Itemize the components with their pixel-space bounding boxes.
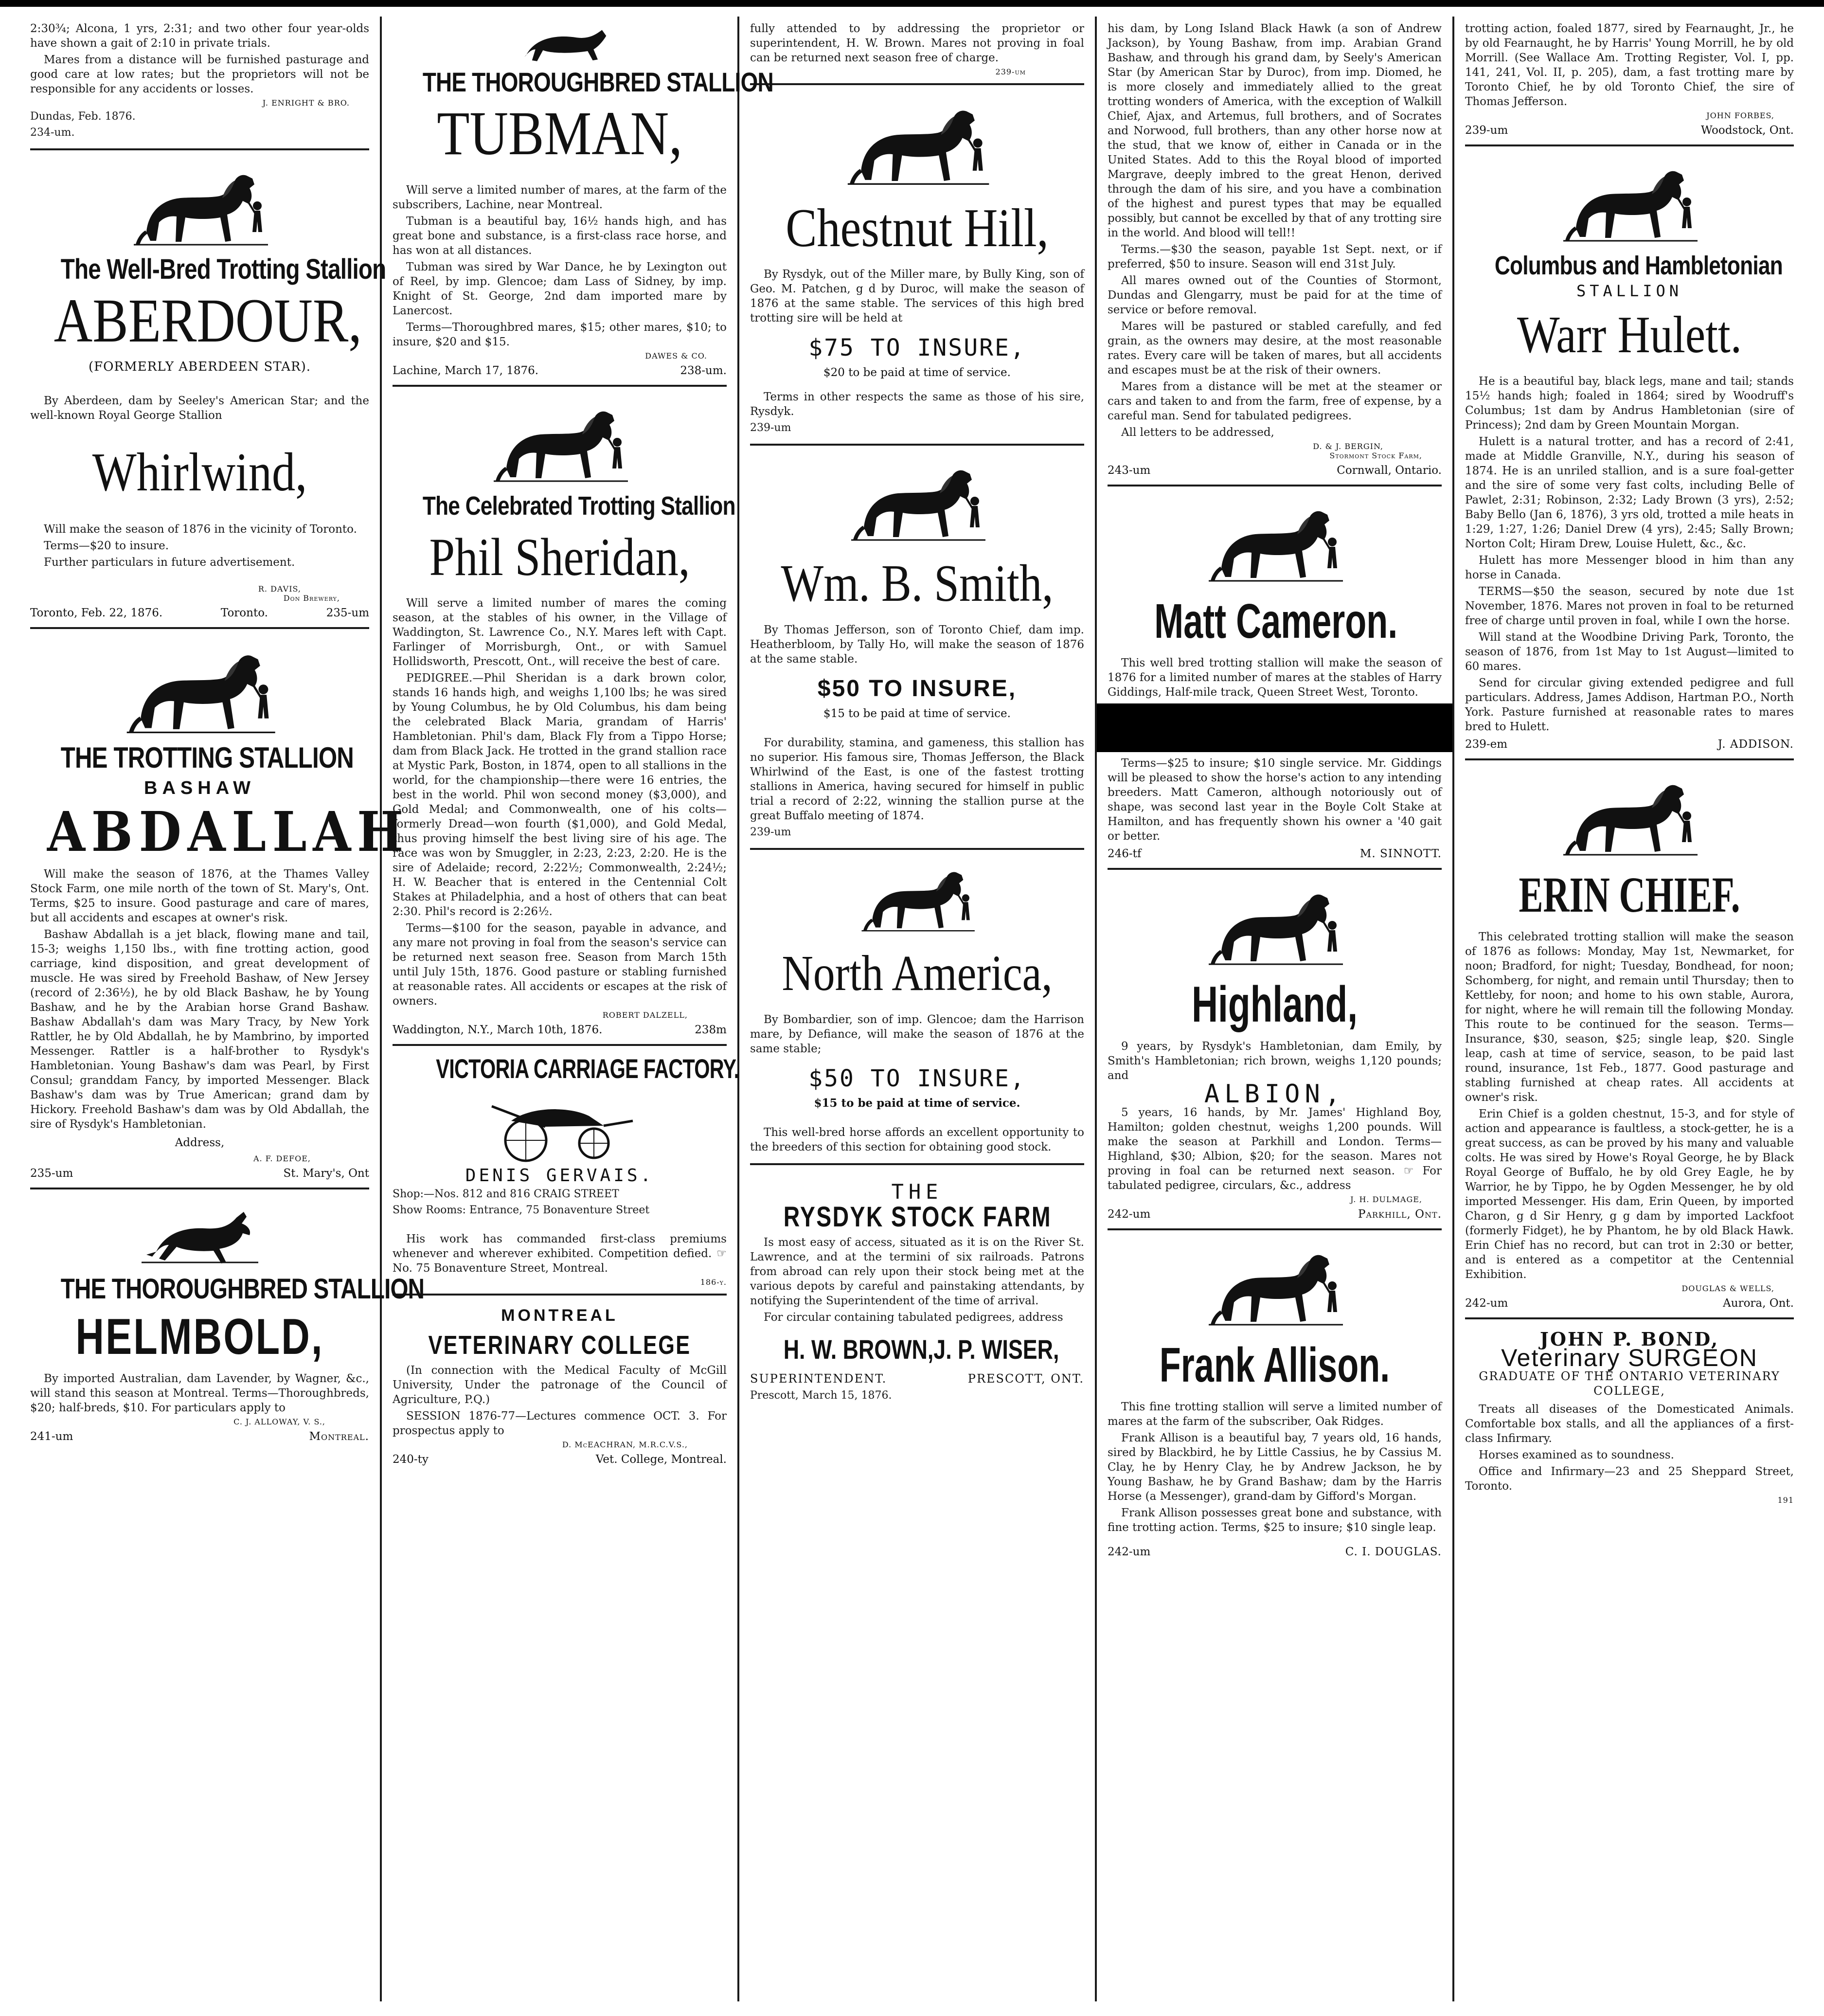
- victoria-rooms: Show Rooms: Entrance, 75 Bonaventure Street: [393, 1204, 650, 1216]
- hulett-heading: Columbus and Hambletonian: [1494, 251, 1783, 280]
- allison-text-1: This fine trotting stallion will serve a limited number of mares at the farm of the subscriber, Oak Ridges.: [1108, 1401, 1442, 1428]
- smith-insure: $50 TO INSURE,: [817, 676, 1017, 702]
- rysdyk-place: Prescott, March 15, 1876.: [750, 1389, 892, 1402]
- victoria-heading: VICTORIA CARRIAGE FACTORY.: [436, 1053, 739, 1084]
- smith-paid: $15 to be paid at time of service.: [823, 707, 1011, 720]
- rysdyk-the: THE: [891, 1180, 943, 1204]
- smith-code: 239-um: [750, 826, 791, 838]
- tubman-text-1: Will serve a limited number of mares, at the farm of the subscribers, Lachine, near Montreal.: [393, 184, 727, 211]
- bashaw-place: St. Mary's, Ont: [283, 1167, 369, 1180]
- victoria-code: 186-y.: [700, 1278, 727, 1287]
- helmbold-name: HELMBOLD,: [75, 1309, 324, 1365]
- forbes-code: 239-um: [1465, 124, 1508, 137]
- rysdyk-text-1: Is most easy of access, situated as it is on the River St. Lawrence, and at the termini of six railroads. Patrons from abroad can rely upon their stock being met at the various depots by careful and painstaking attendants, by notifying the Superintendent of the time of arrival.: [750, 1236, 1084, 1307]
- whirlwind-name: Whirlwind,: [92, 442, 307, 503]
- hulett-footer: [1465, 737, 1794, 752]
- horse-engraving-icon: [1556, 155, 1702, 248]
- chestnut-text-2: Terms in other respects the same as those of his sire, Rysdyk.: [750, 391, 1084, 418]
- chestnut-name: Chestnut Hill,: [786, 198, 1049, 258]
- college-text-1: (In connection with the Medical Faculty of McGill University, Under the patronage of the Council of Agriculture, P.Q.): [393, 1364, 727, 1406]
- erin-footer: [1465, 1296, 1794, 1311]
- rysdyk-roles: [750, 1372, 1084, 1386]
- whirlwind-city: Toronto.: [220, 607, 268, 619]
- bashaw-abdallah-ad: [30, 629, 410, 1189]
- allison-signature: C. I. DOUGLAS.: [1345, 1546, 1442, 1558]
- chestnut-hill-ad: [750, 85, 1084, 446]
- america-insure: $50 TO INSURE,: [808, 1065, 1026, 1092]
- matt-cameron-ad: [1108, 486, 1442, 870]
- bergin-farm: Stormont Stock Farm,: [1329, 451, 1422, 460]
- victoria-shop: Shop:—Nos. 812 and 816 CRAIG STREET: [393, 1188, 619, 1200]
- hulett-text-6: Send for circular giving extended pedigree and full particulars. Address, James Addison, Hartman P.O., North York. Pasture furnished at reasonable rates to mares bred to Hulett.: [1465, 677, 1794, 733]
- cameron-text-2: Terms—$25 to insure; $10 single service. Mr. Giddings will be pleased to show the horse's action to any intending breeders. Matt Cameron, although notoriously out of shape, was second last year in the Boyle Colt Stake at Hamilton, and has frequently shown his owner a '40 gait or better.: [1108, 757, 1442, 843]
- chestnut-paid: $20 to be paid at time of service.: [823, 366, 1011, 379]
- allison-text-2: Frank Allison is a beautiful bay, 7 years old, 16 hands, sired by Blackbird, he by Little Cassius, he by Cassius M. Clay, he by Henry Clay, he by Andrew Jackson, he by Young Bashaw, he by Grand Bashaw; dam by the Harris Horse (a Messenger), grand-dam by Gifford's Morgan.: [1108, 1432, 1442, 1503]
- horse-engraving-icon: [1556, 769, 1702, 862]
- college-signature: D. McEACHRAN, M.R.C.V.S.,: [562, 1440, 688, 1449]
- bergin-text-1: his dam, by Long Island Black Hawk (a son of Andrew Jackson), by Young Bashaw, from imp. Arabian Grand Bashaw, and through his grand dam, by Seely's American Star (by American Star by Duroc), from imp. Diomed, he is more closely and immediately allied to the great trotting wonders of America, with the exception of Walkill Chief, Ajax, and Artemus, full brothers, and of Socrates and Norwood, full brothers, than any other horse now at the stud, that we know of, either in Canada or in the United States. Add to this the Royal blood of imported Margrave, deeply imbred to the great Henon, derived through the dam of his sire, and you have a combination of the highest and purest types that may be equalled possibly, but cannot be excelled by that of any trotting sire in the world. And blood will tell!!: [1108, 22, 1442, 239]
- allison-text-3: Frank Allison possesses great bone and substance, with fine trotting action. Terms, $25 to insure; $10 single leap.: [1108, 1507, 1442, 1534]
- helmbold-heading: THE THOROUGHBRED STALLION: [60, 1273, 425, 1305]
- bond-code: 191: [1777, 1495, 1794, 1505]
- bond-name: JOHN P. BOND,: [1539, 1328, 1719, 1350]
- chestnut-text-1: By Rysdyk, out of the Miller mare, by Bully King, son of Geo. M. Patchen, g d by Duroc, will make the season of 1876 at the same stable. The services of this high bred trotting sire will be held at: [750, 268, 1084, 324]
- helmbold-place: Montreal.: [309, 1430, 369, 1443]
- smith-text-1: By Thomas Jefferson, son of Toronto Chief, dam imp. Heatherbloom, by Tally Ho, will make the season of 1876 at the same stable.: [750, 624, 1084, 666]
- highland-signature: J. H. DULMAGE,: [1350, 1195, 1422, 1204]
- helmbold-footer: [30, 1429, 369, 1444]
- enright-ad-continued: [30, 17, 369, 150]
- tubman-ad: [393, 17, 773, 387]
- horse-engraving-icon: [497, 25, 623, 64]
- smith-text-2: For durability, stamina, and gameness, this stallion has no superior. His famous sire, Thomas Jefferson, the Black Whirlwind of the East, is one of the fastest trotting stallions in America, having secured for himself in public trial a record of 2:22, winning the stallion purse at the great Buffalo meeting of 1874.: [750, 737, 1084, 822]
- sheridan-place: Waddington, N.Y., March 10th, 1876.: [393, 1024, 603, 1036]
- college-heading-2: VETERINARY COLLEGE: [428, 1331, 691, 1360]
- john-p-bond-ad: [1465, 1319, 1794, 1512]
- horse-engraving-icon: [117, 638, 283, 740]
- aberdour-pedigree: By Aberdeen, dam by Seeley's American Star; and the well-known Royal George Stallion: [30, 395, 369, 422]
- tubman-heading: THE THOROUGHBRED STALLION: [422, 67, 773, 97]
- horse-engraving-icon: [844, 859, 990, 936]
- cameron-code: 246-tf: [1108, 847, 1142, 860]
- rysdyk-names: [783, 1333, 1059, 1365]
- whirlwind-footer: [30, 606, 369, 620]
- allison-code: 242-um: [1108, 1546, 1151, 1558]
- chestnut-insure: $75 TO INSURE,: [808, 334, 1026, 361]
- helmbold-signature: C. J. ALLOWAY, V. S.,: [233, 1417, 325, 1426]
- helmbold-text: By imported Australian, dam Lavender, by Wagner, &c., will stand this season at Montreal. Terms—Thoroughbreds, $20; half-breds, $10. For particulars apply to: [30, 1372, 369, 1414]
- horse-engraving-icon: [1202, 495, 1348, 588]
- college-text-2: SESSION 1876-77—Lectures commence OCT. 3. For prospectus apply to: [393, 1410, 727, 1437]
- bergin-code: 243-um: [1108, 464, 1151, 477]
- america-text-2: This well-bred horse affords an excellent opportunity to the breeders of this section for obtaining good stock.: [750, 1126, 1084, 1153]
- hulett-text-4: TERMS—$50 the season, secured by note due 1st November, 1876. Mares not proven in foal to be returned free of charge until proven in foal, while I own the horse.: [1465, 585, 1794, 627]
- whirlwind-place: Toronto, Feb. 22, 1876.: [30, 607, 163, 619]
- bergin-text-6: All letters to be addressed,: [1121, 426, 1274, 439]
- whirlwind-signature: R. DAVIS,: [258, 584, 301, 594]
- aberdour-ad: [30, 150, 386, 629]
- erin-name: ERIN CHIEF.: [1519, 867, 1740, 923]
- rysdyk-stock-farm-ad: [750, 1165, 1084, 1411]
- frank-allison-ad: [1108, 1230, 1442, 1566]
- forbes-text: trotting action, foaled 1877, sired by Fearnaught, Jr., he by old Fearnaught, he by Harris' Young Morrill, he by old Morrill. (See Wallace Am. Trotting Register, Vol. I, pp. 141, 241, Vol. II, p. 205), dam, a fast trotting mare by Toronto Chief, he by old Toronto Chief, the sire of Thomas Jefferson.: [1465, 22, 1794, 108]
- hulett-code: 239-em: [1465, 738, 1508, 751]
- tubman-text-3: Tubman was sired by War Dance, he by Lexington out of Reel, by imp. Glencoe; dam Lass of Sidney, by imp. Knight of St. George, 2nd dam imported mare by Lanercost.: [393, 261, 727, 317]
- tubman-signature: DAWES & CO.: [645, 351, 707, 360]
- highland-place: Parkhill, Ont.: [1358, 1208, 1442, 1221]
- tubman-footer: [393, 363, 727, 378]
- allison-name: Frank Allison.: [1159, 1338, 1390, 1392]
- abdallah-name: ABDALLAH: [47, 800, 410, 864]
- sheridan-text-3: Terms—$100 for the season, payable in advance, and any mare not proving in foal from the season's service can be returned next season free. Season from March 15th until July 15th, 1876. Good pasture or stabling furnished at reasonable rates. All accidents or escapes at the risk of owners.: [393, 922, 727, 1008]
- bashaw-text-2: Bashaw Abdallah is a jet black, flowing mane and tail, 15-3; weighs 1,150 lbs., with fine trotting action, good carriage, kind disposition, and great development of muscle. He was sired by Freehold Bashaw, of New Jersey (record of 2:36½), he by old Black Bashaw, he by Young Bashaw, and he by the Arabian horse Grand Bashaw. Bashaw Abdallah's dam was Mary Tracy, by New York Rattler, he by Old Abdallah, he by Mambrino, by imported Messenger. Rattler is a half-brother to Rysdyk's Hambletonian. Young Bashaw's dam was Pearl, by First Consul; granddam Fancy, by imported Messenger. Black Bashaw's dam was by True American; grand dam by Hickory. Freehold Bashaw's dam was by Old Abdallah, the sire of Rysdyk's Hambletonian.: [30, 928, 369, 1131]
- chestnut-code: 239-um: [750, 422, 791, 434]
- cameron-signature: M. SINNOTT.: [1359, 847, 1442, 860]
- redaction-bar: [1097, 703, 1452, 752]
- wm-b-smith-ad: [750, 446, 1084, 850]
- rysdyk-continued: [750, 17, 1084, 85]
- sheridan-name: Phil Sheridan,: [429, 527, 690, 587]
- smith-name: Wm. B. Smith,: [781, 555, 1054, 612]
- erin-code: 242-um: [1465, 1297, 1508, 1310]
- north-america-ad: [750, 850, 1084, 1165]
- cameron-text-1: This well bred trotting stallion will make the season of 1876 for a limited number of mares at the stables of Harry Giddings, Half-mile track, Queen Street West, Toronto.: [1108, 657, 1442, 699]
- rysdyk-top-code: 239-um: [995, 67, 1026, 76]
- rysdyk-top-text: fully attended to by addressing the proprietor or superintendent, H. W. Brown. Mares not proving in foal can be returned next season free of charge.: [750, 22, 1084, 64]
- bashaw-text-1: Will make the season of 1876, at the Thames Valley Stock Farm, one mile north of the town of St. Mary's, Ont. Terms, $25 to insure. Good pasturage and care of mares, but all accidents and escapes at owner's risk.: [30, 868, 369, 924]
- bond-heading: Veterinary SURGEON: [1501, 1344, 1758, 1371]
- sheridan-text-1: Will serve a limited number of mares the coming season, at the stables of his owner, in the Village of Waddington, St. Lawrence Co., N.Y. Mares left with Capt. Farlinger of Morrisburgh, Ont., or with Samuel Hollidsworth, Prescott, Ont., will receive the best of care.: [393, 597, 727, 668]
- allison-footer: [1108, 1545, 1442, 1559]
- bashaw-heading: THE TROTTING STALLION: [60, 741, 354, 774]
- tubman-code: 238-um.: [680, 364, 727, 377]
- rysdyk-role-2: PRESCOTT, ONT.: [967, 1372, 1084, 1386]
- bergin-text-2: Terms.—$30 the season, payable 1st Sept. next, or if preferred, $50 to insure. Season will end 31st July.: [1108, 243, 1442, 270]
- sheridan-text-2: PEDIGREE.—Phil Sheridan is a dark brown color, stands 16 hands high, and weighs 1,100 lbs; he was sired by Young Columbus, he by Old Columbus, his dam being the celebrated Black Maria, grandam of Harris' Hambletonian. Phil's dam, Black Fly from a Tippo Horse; dam from Black Jack. He trotted in the grand stallion race at Mystic Park, Boston, in 1874, open to all stallions in the world, for the championship—there were 16 entries, the best in the world. Phil won second money ($3,000), and Gold Medal; and Commonwealth, one of his colts—formerly Dread—won fourth ($1,000), and Gold Medal, thus proving himself the best living sire of his age. The race was won by Smuggler, in 2:23, 2:23, 2:20. He is the sire of Adelaide; record, 2:22½; Commonwealth, 2:24½; H. W. Beacher that is entered in the Centennial Colt Stakes at Philadelphia, and a host of others that can beat 2:30. Phil's record is 2:26½.: [393, 672, 727, 918]
- bergin-signature: D. & J. BERGIN,: [1313, 442, 1383, 451]
- gervais-name: DENIS GERVAIS.: [465, 1166, 654, 1186]
- bashaw-signature: A. F. DEFOE,: [253, 1154, 311, 1163]
- whirlwind-text-2: Terms—$20 to insure.: [44, 540, 169, 552]
- horse-engraving-icon: [1202, 879, 1348, 971]
- highland-code: 242-um: [1108, 1208, 1151, 1221]
- sheridan-signature: ROBERT DALZELL,: [602, 1010, 688, 1020]
- bashaw-sub: BASHAW: [144, 778, 255, 798]
- whirlwind-sig-address: Don Brewery,: [283, 594, 340, 603]
- highland-name: Highland,: [1191, 976, 1358, 1033]
- enright-code: 234-um.: [30, 126, 75, 139]
- erin-text-2: Erin Chief is a golden chestnut, 15-3, and for style of action and appearance is faultless, a stock-getter, he is a great success, as can be proved by his many and valuable colts. He was sired by Howe's Royal George, he by Black Royal George of Buffalo, he by old Grey Eagle, he by Warrior, he by Tippo, he by Ogden Messenger, he by old imported Messenger. His dam, Erin Queen, by imported Charon, g d Sir Henry, g g dam by imported Lackfoot (formerly Fidget), he by Phantom, he by old Black Hawk. Erin Chief has no record, but can trot in 2:30 or better, and is entered as a competitor at the Centennial Exhibition.: [1465, 1108, 1794, 1281]
- sheridan-footer: [393, 1023, 727, 1037]
- bond-graduate: GRADUATE OF THE ONTARIO VETERINARY COLLEGE,: [1479, 1369, 1780, 1398]
- erin-chief-ad: [1465, 760, 1794, 1319]
- warr-hulett-ad: [1465, 146, 1794, 760]
- cameron-footer: [1108, 846, 1442, 861]
- hulett-text-2: Hulett is a natural trotter, and has a record of 2:41, made at Middle Granville, N.Y., during his season of 1874. He is an unriled stallion, and is a sure foal-getter and the sire of some very fast colts, including Belle of Pawlet, 2:31; Robinson, 2:32; Lady Brown (3 yrs), 2:52; Baby Bello (Jan 6, 1876), 3 yrs old, trotted a mile heats in 1:29, 1:27, 1:26; Daniel Drew (4 yrs), 2:45; Sally Brown; Norton Colt; Hiram Drew, Louise Hulett, &c., &c.: [1465, 435, 1794, 550]
- phil-sheridan-ad: [393, 387, 735, 1046]
- tubman-text-4: Terms—Thoroughbred mares, $15; other mares, $10; to insure, $20 and $15.: [393, 321, 727, 348]
- erin-place: Aurora, Ont.: [1723, 1297, 1794, 1310]
- highland-footer: [1108, 1207, 1442, 1222]
- bond-text-3: Office and Infirmary—23 and 25 Sheppard Street, Toronto.: [1465, 1465, 1794, 1493]
- sheridan-code: 238m: [695, 1024, 727, 1036]
- rysdyk-role-1: SUPERINTENDENT.: [750, 1372, 887, 1386]
- hulett-text-1: He is a beautiful bay, black legs, mane and tail; stands 15½ hands high; foaled in 1864; sired by Woodruff's Columbus; 1st dam by Andrus Hambletonian (sire of Princess); 2nd dam by Green Mountain Morgan.: [1465, 375, 1794, 432]
- america-paid: $15 to be paid at time of service.: [814, 1097, 1020, 1110]
- whirlwind-text-1: Will make the season of 1876 in the vicinity of Toronto.: [44, 523, 357, 536]
- horse-engraving-icon: [127, 159, 273, 252]
- rysdyk-text-2: For circular containing tabulated pedigrees, address: [764, 1311, 1063, 1324]
- forbes-ad-continued: [1465, 17, 1794, 146]
- bashaw-footer: [30, 1166, 369, 1181]
- helmbold-ad: [30, 1189, 425, 1451]
- highland-text-1: 9 years, by Rysdyk's Hambletonian, dam Emily, by Smith's Hambletonian; rich brown, weighs 1,120 pounds; and: [1108, 1040, 1442, 1082]
- bond-text-1: Treats all diseases of the Domesticated Animals. Comfortable box stalls, and all the appliances of a first-class Infirmary.: [1465, 1403, 1794, 1445]
- bergin-text-3: All mares owned out of the Counties of Stormont, Dundas and Glengarry, must be paid for at the time of service or before removal.: [1108, 274, 1442, 316]
- forbes-signature: JOHN FORBES,: [1706, 111, 1774, 120]
- tubman-text-2: Tubman is a beautiful bay, 16½ hands high, and has great bone and substance, is a first-class race horse, and has won at all distances.: [393, 215, 727, 257]
- tubman-place: Lachine, March 17, 1876.: [393, 364, 539, 377]
- erin-text-1: This celebrated trotting stallion will make the season of 1876 as follows: Monday, May 1st, Newmarket, for noon; Bradford, for night; Tuesday, Bondhead, for noon; Schomberg, for night, and remain until Thursday; then to Kettleby, for noon; and home to his own stable, Aurora, for night, where he will remain till the following Monday. This route to be continued for the season. Terms—Insurance, $30, season, $25; single leap, $20. Single leap, cash at time of service, season, to be paid last round, insurance, 1st Feb., 1877. Good pasturage and stabling furnished at cheap rates. All accidents at owner's risk.: [1465, 931, 1794, 1104]
- veterinary-college-ad: [393, 1296, 727, 1474]
- whirlwind-code: 235-um: [326, 607, 369, 619]
- rysdyk-name-brown: H. W. BROWN,: [783, 1334, 934, 1365]
- enright-signature: J. ENRIGHT & BRO.: [262, 98, 350, 108]
- aberdour-formerly: (FORMERLY ABERDEEN STAR).: [88, 360, 311, 374]
- college-footer: [393, 1452, 727, 1467]
- bergin-text-5: Mares from a distance will be met at the steamer or cars and taken to and from the farm, free of expense, by a careful man. Send for tabulated pedigrees.: [1108, 380, 1442, 422]
- column-5: [1454, 17, 1805, 2001]
- forbes-footer: [1465, 123, 1794, 138]
- enright-place: Dundas, Feb. 1876.: [30, 110, 136, 123]
- column-4: [1097, 17, 1454, 2001]
- bashaw-address: Address,: [175, 1136, 225, 1149]
- horse-engraving-icon: [487, 396, 633, 488]
- galloping-horse-icon: [127, 1198, 273, 1271]
- forbes-place: Woodstock, Ont.: [1700, 124, 1794, 137]
- aberdour-name: ABERDOUR,: [54, 286, 362, 355]
- hulett-signature: J. ADDISON.: [1717, 738, 1794, 751]
- horse-engraving-icon: [844, 454, 990, 547]
- whirlwind-text-3: Further particulars in future advertisement.: [44, 556, 295, 569]
- enright-text-1: 2:30¾; Alcona, 1 yrs, 2:31; and two other four year-olds have shown a gait of 2:10 in private trials.: [30, 22, 369, 50]
- helmbold-code: 241-um: [30, 1430, 73, 1443]
- enright-text-2: Mares from a distance will be furnished pasturage and good care at low rates; but the proprietors will not be responsible for any accidents or losses.: [30, 54, 369, 95]
- america-name: North America,: [782, 945, 1053, 1001]
- horse-engraving-icon: [837, 94, 998, 191]
- victoria-text: His work has commanded first-class premiums whenever and wherever exhibited. Competition defied. ☞ No. 75 Bonaventure Street, Montreal.: [393, 1233, 727, 1275]
- college-place: Vet. College, Montreal.: [595, 1453, 727, 1466]
- albion-name: ALBION,: [1204, 1080, 1345, 1109]
- bergin-ad-continued: [1108, 17, 1442, 486]
- victoria-carriage-ad: [393, 1046, 739, 1296]
- column-3: [739, 17, 1097, 2001]
- hulett-name: Warr Hulett.: [1517, 306, 1742, 364]
- bond-text-2: Horses examined as to soundness.: [1479, 1449, 1674, 1461]
- sheridan-heading: The Celebrated Trotting Stallion: [422, 491, 735, 521]
- erin-signature: DOUGLAS & WELLS,: [1681, 1284, 1774, 1293]
- bergin-place: Cornwall, Ontario.: [1337, 464, 1442, 477]
- cameron-name: Matt Cameron.: [1154, 594, 1398, 648]
- college-code: 240-ty: [393, 1453, 429, 1466]
- aberdour-heading: The Well-Bred Trotting Stallion: [60, 253, 386, 285]
- tubman-name: TUBMAN,: [437, 99, 682, 168]
- bergin-footer: [1108, 463, 1442, 478]
- hulett-text-3: Hulett has more Messenger blood in him than any horse in Canada.: [1465, 554, 1794, 581]
- america-text-1: By Bombardier, son of imp. Glencoe; dam the Harrison mare, by Defiance, will make the season of 1876 at the same stable;: [750, 1013, 1084, 1055]
- rysdyk-name-wiser: J. P. WISER,: [933, 1334, 1059, 1365]
- highland-text-2: 5 years, 16 hands, by Mr. James' Highland Boy, Hamilton; golden chestnut, weighs 1,200 pounds. Will make the season at Parkhill and London. Terms—Highland, $30; Albion, $20; for the season. Mares not proving in foal can be returned next season. ☞ For tabulated pedigree, circulars, &c., address: [1108, 1106, 1442, 1192]
- bergin-text-4: Mares will be pastured or stabled carefully, and fed grain, as the owners may desire, at the most reasonable rates. Every care will be taken of mares, but all accidents and escapes must be at the risk of their owners.: [1108, 320, 1442, 377]
- carriage-engraving-icon: [472, 1087, 647, 1165]
- horse-engraving-icon: [1202, 1239, 1348, 1332]
- bashaw-code: 235-um: [30, 1167, 73, 1180]
- rysdyk-heading: RYSDYK STOCK FARM: [783, 1201, 1052, 1233]
- college-heading-1: MONTREAL: [501, 1306, 618, 1325]
- hulett-text-5: Will stand at the Woodbine Driving Park, Toronto, the season of 1876, from 1st May to 1st August—limited to 60 mares.: [1465, 631, 1794, 673]
- hulett-sub: STALLION: [1576, 282, 1683, 300]
- highland-ad: [1108, 870, 1442, 1230]
